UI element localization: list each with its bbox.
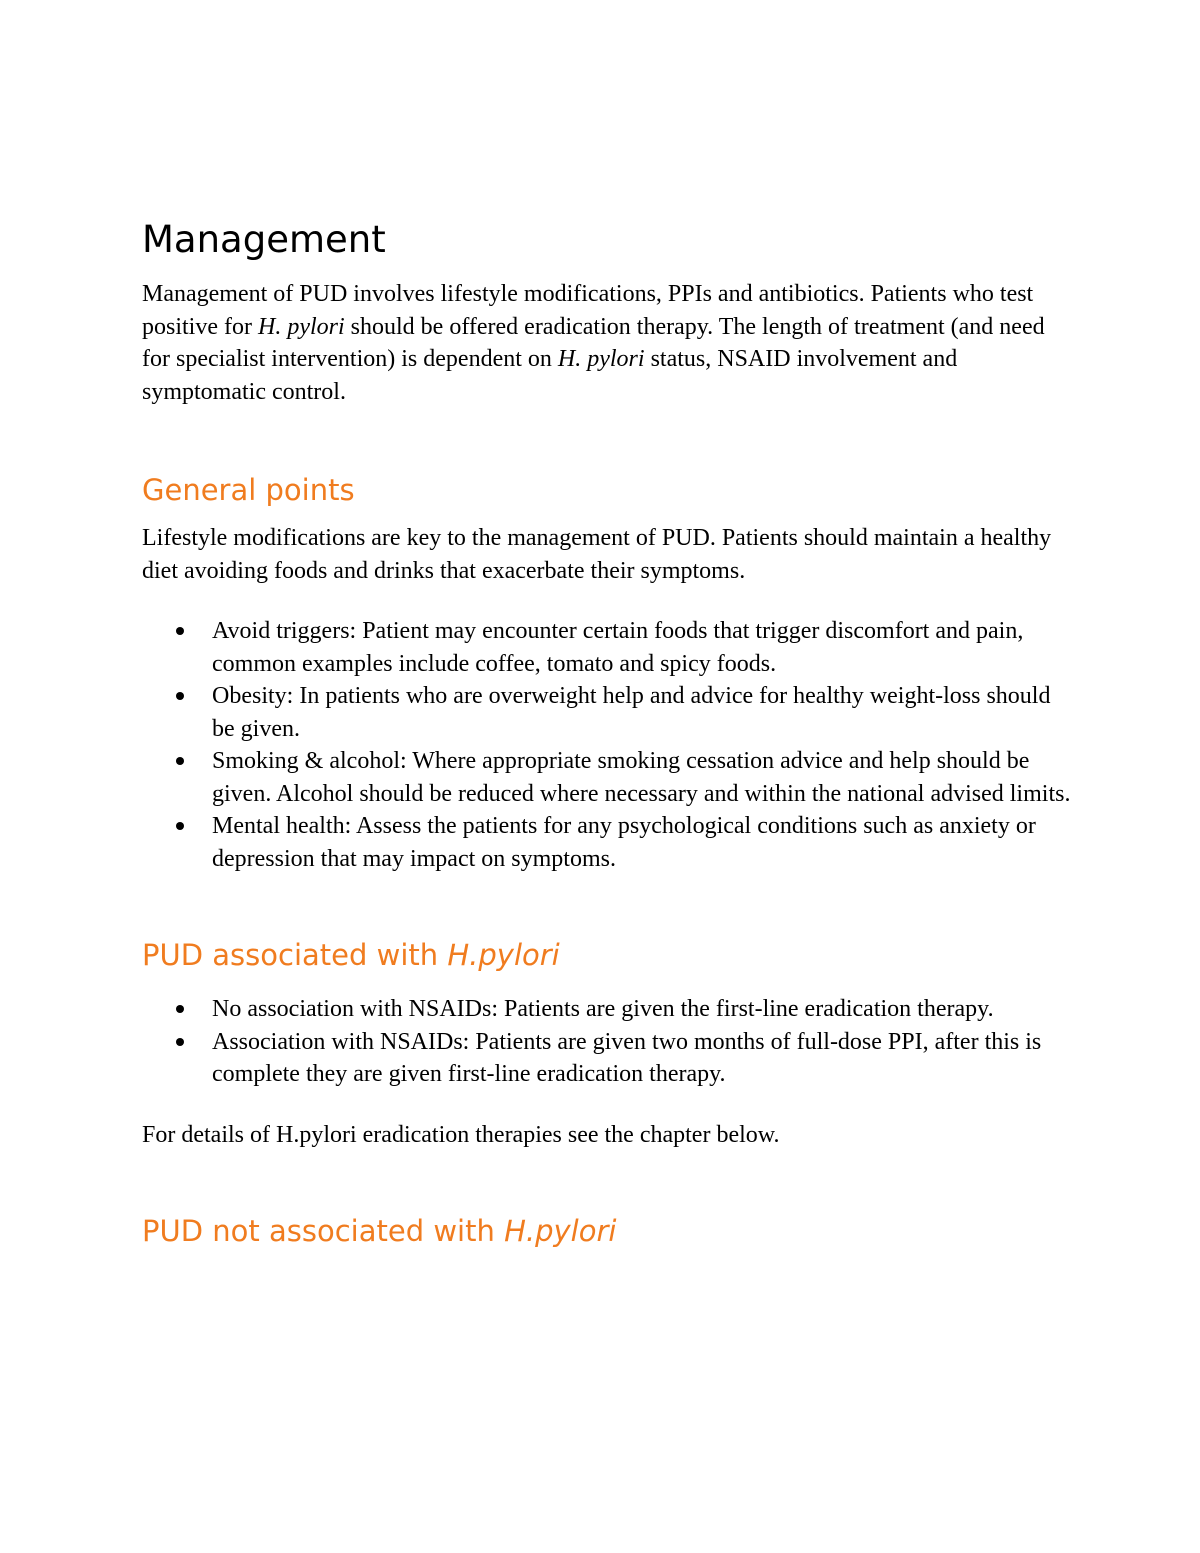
- list-item: [142, 810, 1072, 875]
- heading-text-part: PUD not associated with: [142, 1214, 505, 1248]
- bullet-icon: [176, 757, 184, 765]
- list-item-text: Smoking & alcohol: Where appropriate smoking cessation advice and help should be given. Alcohol should be reduced where necessary and within the national advised limits.: [212, 748, 1071, 807]
- hpylori-list: [142, 993, 1072, 1091]
- hpylori-footer-text: For details of H.pylori eradication therapies see the chapter below.: [142, 1121, 780, 1148]
- h-pylori-italic: H. pylori: [257, 313, 345, 340]
- bullet-icon: [176, 692, 184, 700]
- list-item: [142, 1026, 1072, 1091]
- list-item-text: Avoid triggers: Patient may encounter certain foods that trigger discomfort and pain, common examples include coffee, tomato and spicy foods.: [212, 618, 1024, 677]
- bullet-icon: [176, 822, 184, 830]
- general-points-heading: General points: [142, 473, 355, 507]
- heading-text-part: PUD associated with: [142, 938, 448, 972]
- list-item: [142, 745, 1072, 810]
- bullet-icon: [176, 1038, 184, 1046]
- management-text-part: Management of PUD involves lifestyle modifications, PPIs and antibiotics. Patients who test positive for: [142, 281, 1034, 340]
- general-points-intro: Lifestyle modifications are key to the management of PUD. Patients should maintain a healthy diet avoiding foods and drinks that exacerbate their symptoms.: [142, 525, 1052, 584]
- list-item: [142, 993, 1072, 1026]
- bullet-icon: [176, 627, 184, 635]
- management-text-part: status, NSAID involvement and symptomatic control.: [142, 346, 958, 405]
- bullet-icon: [176, 1005, 184, 1013]
- management-heading: Management: [142, 218, 386, 261]
- list-item-text: Mental health: Assess the patients for any psychological conditions such as anxiety or depression that may impact on symptoms.: [212, 813, 1036, 872]
- list-item-text: Association with NSAIDs: Patients are given two months of full-dose PPI, after this is complete they are given first-line eradication therapy.: [212, 1028, 1042, 1087]
- pud-not-hpylori-heading: [142, 1213, 1072, 1249]
- heading-italic: H.pylori: [504, 1214, 617, 1248]
- document-page: [142, 218, 1072, 1249]
- management-paragraph: [142, 278, 1072, 408]
- management-text-part: should be offered eradication therapy. The length of treatment (and need for specialist intervention) is dependent on: [142, 313, 1045, 372]
- pud-hpylori-heading: [142, 937, 1072, 973]
- list-item: [142, 680, 1072, 745]
- heading-italic: H.pylori: [447, 938, 560, 972]
- h-pylori-italic: H. pylori: [557, 346, 645, 372]
- general-points-list: [142, 615, 1072, 875]
- list-item-text: No association with NSAIDs: Patients are given the first-line eradication therapy.: [212, 996, 994, 1022]
- list-item: [142, 615, 1072, 680]
- list-item-text: Obesity: In patients who are overweight help and advice for healthy weight-loss should be given.: [212, 683, 1051, 742]
